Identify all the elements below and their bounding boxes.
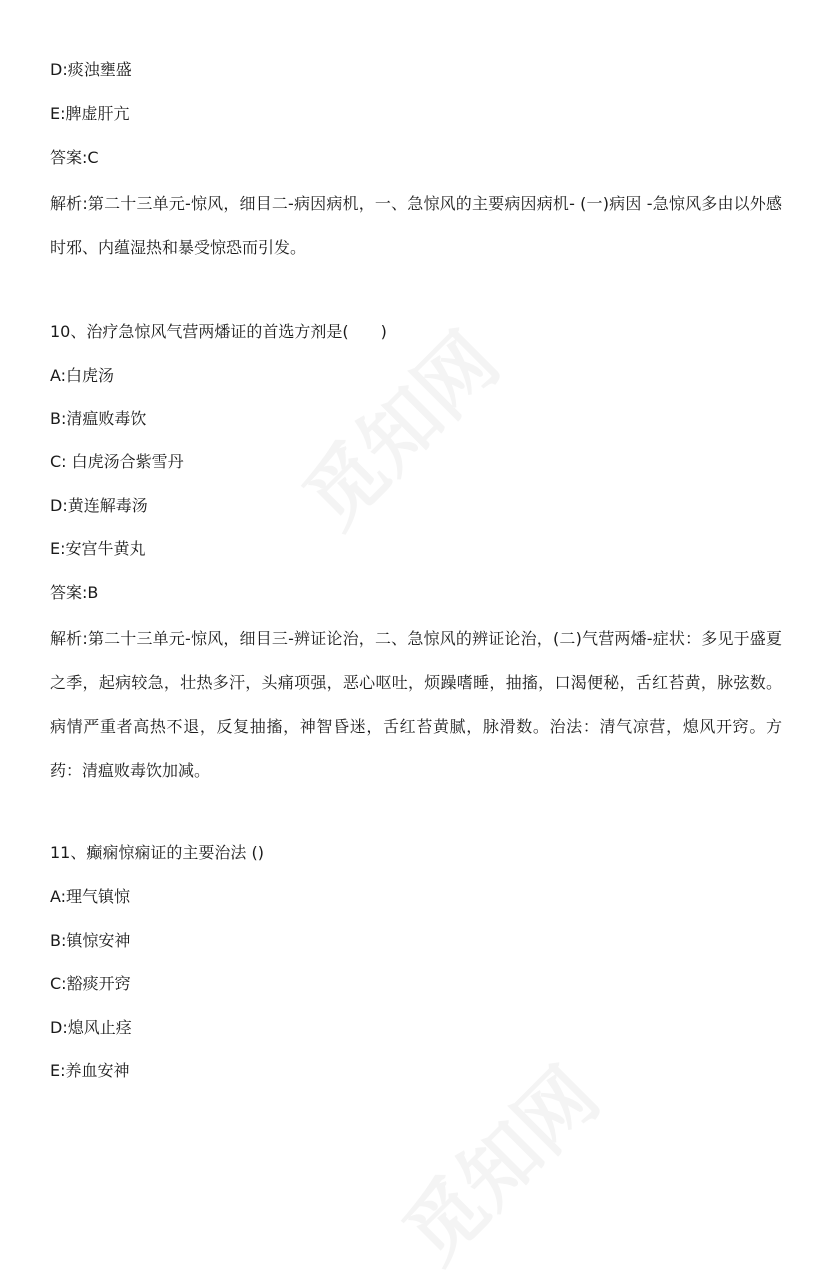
analysis: 解析:第二十三单元-惊风，细目二-病因病机，一、急惊风的主要病因病机- (一)病因 -急惊风多由以外感时邪、内蕴湿热和暴受惊恐而引发。: [50, 194, 782, 257]
option-d: D:黄连解毒汤: [50, 496, 148, 515]
option-a: A:理气镇惊: [50, 887, 131, 906]
option-d: D:痰浊壅盛: [50, 60, 132, 79]
option-e: E:脾虚肝亢: [50, 104, 130, 123]
option-b: B:镇惊安神: [50, 931, 131, 950]
option-d: D:熄风止痉: [50, 1018, 132, 1037]
analysis: 解析:第二十三单元-惊风，细目三-辨证论治，二、急惊风的辨证论治，(二)气营两燔-症状：多见于盛夏之季，起病较急，壮热多汗，头痛项强，恶心呕吐，烦躁嗜睡，抽搐，口渴便秘，舌红苔黄，脉弦数。病情严重者高热不退，反复抽搐，神智昏迷，舌红苔黄腻，脉滑数。治法：清气凉营，熄风开窍。方药：清瘟败毒饮加减。: [50, 629, 782, 780]
answer: 答案:B: [50, 583, 99, 602]
answer: 答案:C: [50, 148, 99, 167]
watermark: [375, 1039, 620, 1283]
option-a: A:白虎汤: [50, 366, 115, 385]
option-e: E:安宫牛黄丸: [50, 539, 146, 558]
question-10: 10、治疗急惊风气营两燔证的首选方剂是( ): [50, 322, 387, 341]
question-11: 11、癫痫惊痫证的主要治法 (): [50, 843, 264, 862]
option-c: C:豁痰开窍: [50, 974, 131, 993]
option-e: E:养血安神: [50, 1061, 130, 1080]
option-b: B:清瘟败毒饮: [50, 409, 147, 428]
option-c: C: 白虎汤合紫雪丹: [50, 452, 184, 471]
